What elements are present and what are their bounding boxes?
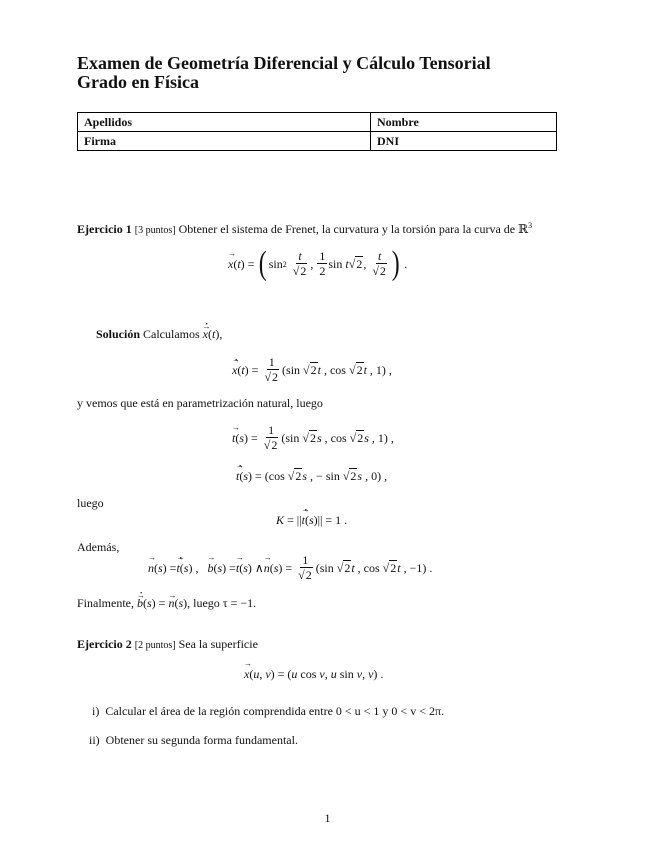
text-final-b: , luego τ = −1.: [187, 596, 257, 610]
real-space-symbol: ℝ: [518, 222, 529, 236]
equation-curvature: K = || → t · ( s )|| = 1 .: [276, 510, 347, 530]
title-line-2: Grado en Física: [77, 72, 199, 92]
text-final-a: Finalmente,: [77, 596, 134, 610]
exercise-1-points: [3 puntos]: [134, 225, 176, 236]
item-number: i): [92, 704, 100, 718]
solution-intro-text: Calculamos: [143, 327, 200, 341]
real-space-exponent: 3: [528, 221, 533, 230]
item-text: Obtener su segunda forma fundamental.: [105, 733, 298, 747]
exercise-2-text: Sea la superficie: [178, 637, 258, 651]
solution-intro: Solución Calculamos → x ·(t),: [96, 327, 222, 342]
text-ademas: Además,: [77, 540, 120, 554]
id-cell[interactable]: DNI: [371, 132, 557, 151]
text-luego: luego: [77, 496, 104, 510]
equation-normal-binormal: → n ( s ) = → t · ( s ) , → b ( s ) = → t ( s ) ∧ → n ( s ) = $\frac{1}{√2}$ (sin √2 t , cos √2 t , −1) .: [148, 550, 432, 586]
text-final: Finalmente, → b ·(s) = → n(s), luego τ = −1.: [77, 596, 256, 611]
equation-surface: → x ( u , v ) = ( u cos v , u sin v , v ) .: [244, 664, 383, 684]
exercise-1-text: Obtener el sistema de Frenet, la curvatura y la torsión para la curva de: [178, 222, 519, 236]
exercise-2-label: Ejercicio 2: [77, 637, 132, 651]
equation-tangent: → t ( s ) = $\frac{1}{√2}$ (sin √2 s , cos √2 s , 1) ,: [232, 420, 394, 456]
equation-velocity: → x · ( t ) = $\frac{1}{√2}$ (sin √2 t , cos √2 t , 1) ,: [232, 352, 392, 388]
text-natural-param: y vemos que está en parametrización natural, luego: [77, 396, 323, 410]
title-line-1: Examen de Geometría Diferencial y Cálculo Tensorial: [77, 53, 491, 73]
page-number: 1: [324, 811, 331, 825]
exercise-1-statement: [77, 218, 532, 238]
page-title: [77, 54, 491, 92]
student-info-table: [77, 112, 557, 151]
name-cell[interactable]: Nombre: [371, 113, 557, 132]
item-text: Calcular el área de la región comprendida entre 0 < u < 1 y 0 < v < 2π.: [105, 704, 445, 718]
signature-cell[interactable]: Firma: [78, 132, 371, 151]
equation-curve: → x ( t ) = ( sin 2 $\frac{t}{√2}$ , $\frac{1}{2}$ sin t √2 , $\frac{t}{√2}$ ) .: [228, 244, 407, 284]
table-row: [78, 113, 557, 132]
solution-label: Solución: [96, 327, 141, 341]
exercise-2-statement: [77, 637, 258, 653]
list-item: [92, 704, 444, 719]
table-row: [78, 132, 557, 151]
equation-tangent-derivative: → t · ( s ) = (cos √2 s , − sin √2 s , 0) ,: [236, 466, 387, 486]
surname-cell[interactable]: Apellidos: [78, 113, 371, 132]
item-number: ii): [89, 733, 100, 747]
exercise-1-label: Ejercicio 1: [77, 222, 132, 236]
list-item: [89, 733, 298, 748]
exercise-2-points: [2 puntos]: [134, 640, 176, 651]
